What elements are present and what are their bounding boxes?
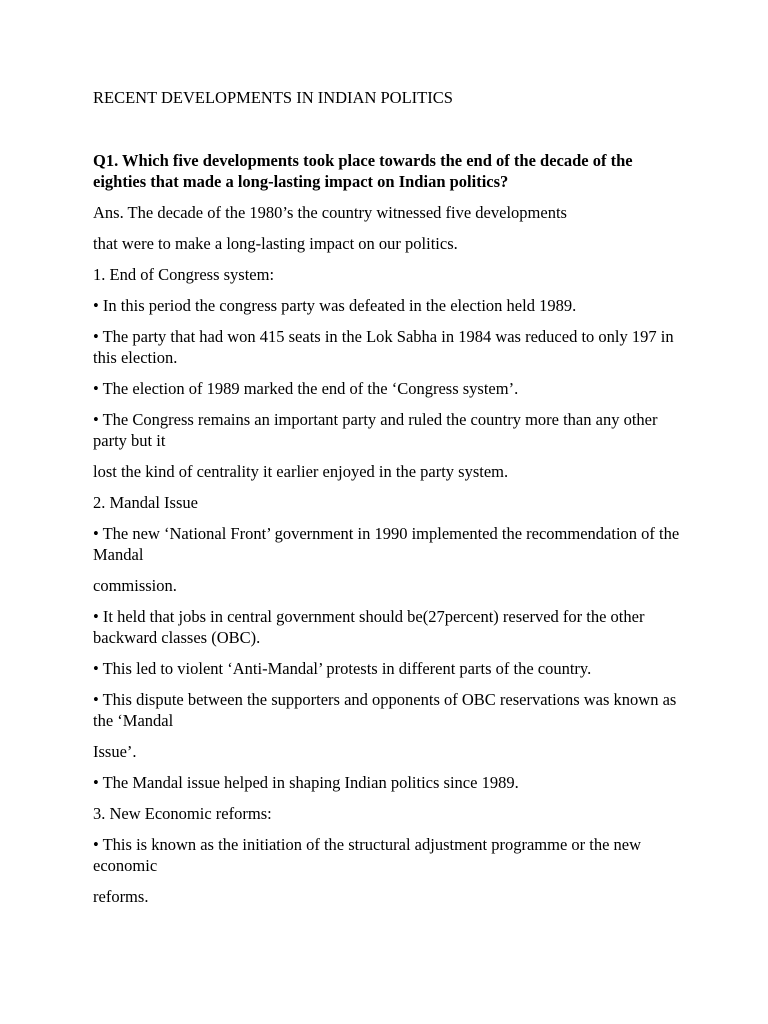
bullet-continuation: commission. <box>93 576 177 595</box>
bullet-item: • The Congress remains an important party and ruled the country more than any other party but it <box>93 410 658 450</box>
bullet-item: • In this period the congress party was defeated in the election held 1989. <box>93 296 577 315</box>
bullet-continuation: Issue’. <box>93 742 137 761</box>
bullet-item: • The new ‘National Front’ government in 1990 implemented the recommendation of the Mandal <box>93 524 680 564</box>
answer-line: Ans. The decade of the 1980’s the country witnessed five developments <box>93 203 567 222</box>
bullet-item: • This is known as the initiation of the structural adjustment programme or the new economic <box>93 835 642 875</box>
bullet-item: • This dispute between the supporters and opponents of OBC reservations was known as the ‘Mandal <box>93 690 677 730</box>
bullet-item: • It held that jobs in central government should be(27percent) reserved for the other backward classes (OBC). <box>93 607 645 647</box>
section-heading: 3. New Economic reforms: <box>93 804 272 823</box>
question-heading: Q1. Which five developments took place towards the end of the decade of the eighties that made a long-lasting impact on Indian politics? <box>93 151 633 191</box>
section-heading: 1. End of Congress system: <box>93 265 275 284</box>
bullet-continuation: reforms. <box>93 887 149 906</box>
document-page <box>93 87 683 917</box>
bullet-item: • The Mandal issue helped in shaping Indian politics since 1989. <box>93 773 519 792</box>
answer-line: that were to make a long-lasting impact on our politics. <box>93 234 458 253</box>
bullet-item: • The party that had won 415 seats in the Lok Sabha in 1984 was reduced to only 197 in this election. <box>93 327 674 367</box>
bullet-item: • The election of 1989 marked the end of the ‘Congress system’. <box>93 379 519 398</box>
document-title: RECENT DEVELOPMENTS IN INDIAN POLITICS <box>93 88 453 107</box>
section-heading: 2. Mandal Issue <box>93 493 198 512</box>
bullet-continuation: lost the kind of centrality it earlier enjoyed in the party system. <box>93 462 509 481</box>
bullet-item: • This led to violent ‘Anti-Mandal’ protests in different parts of the country. <box>93 659 592 678</box>
